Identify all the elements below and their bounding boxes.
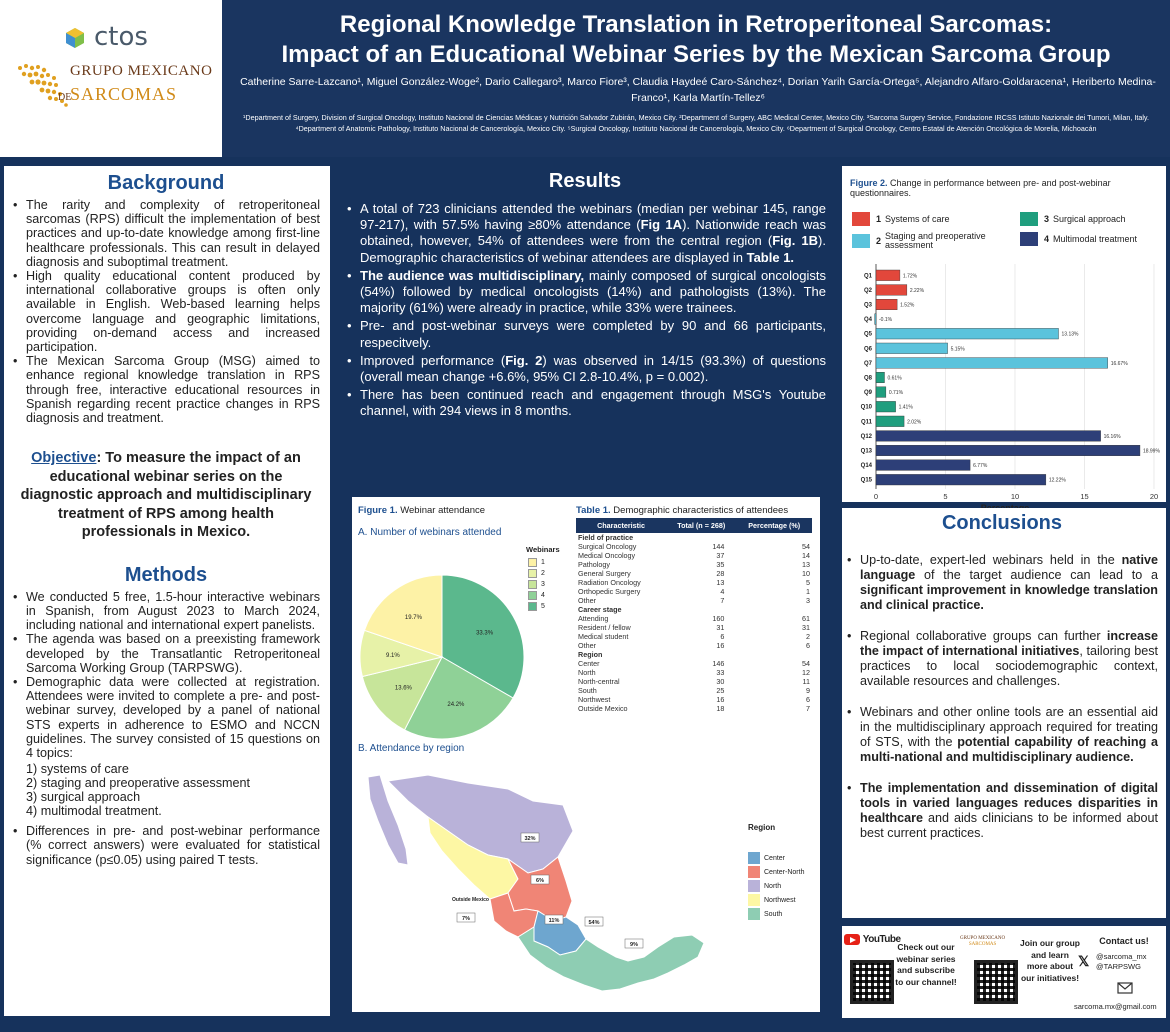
map-label: 11% <box>548 918 560 924</box>
gms-logo-de: DE <box>58 92 72 103</box>
category-label: Q11 <box>860 419 872 426</box>
table-row <box>576 659 812 668</box>
table-cell: 2 <box>806 632 810 641</box>
background-heading: Background <box>107 172 225 194</box>
table-cell: Other <box>578 596 596 605</box>
table-cell: 13 <box>802 560 810 569</box>
bar-value-label: 5.15% <box>950 346 965 353</box>
contact-title: Contact us! <box>1099 936 1149 946</box>
legend-item: 2 Staging and preoperative assessment <box>852 232 1012 250</box>
pie-label: 9.1% <box>386 652 400 659</box>
pie-label: 33.3% <box>476 630 494 637</box>
objective <box>12 449 320 542</box>
conclusions-list <box>846 553 1158 841</box>
table-cell: 11 <box>802 677 810 686</box>
table-cell: 1 <box>806 587 810 596</box>
results-section <box>336 166 834 478</box>
methods-survey-text: Demographic data were collected at registration. Attendees were invited to complete a pre- and post-webinar survey, developed by a panel of national STS experts in adherence to ESMO and NCCN guidelines. The survey consisted of 15 questions on 4 topics: <box>26 674 320 760</box>
category-label: Q5 <box>863 331 872 338</box>
bar-Q8 <box>876 372 884 383</box>
table-group-row: Field of practice <box>578 533 634 542</box>
list-item: • Pre- and post-webinar surveys were completed by 90 and 66 participants, respecitvely. <box>346 318 826 350</box>
table-row <box>576 578 812 587</box>
objective-text: : To measure the impact of an educational webinar series on the diagnostic approach and multidisciplinary treatment of RPS among health professionals in Mexico. <box>20 450 312 541</box>
bar-Q3 <box>876 299 897 310</box>
mail-icon <box>1117 982 1133 994</box>
legend-item: Center <box>748 851 804 865</box>
category-label: Q3 <box>863 302 872 309</box>
social-handles <box>1096 952 1147 972</box>
topic-item: 3) surgical approach <box>26 790 141 805</box>
table-cell: Outside Mexico <box>578 704 628 713</box>
table-cell: 14 <box>802 551 810 560</box>
youtube-qr-code-icon[interactable] <box>850 960 894 1004</box>
poster-title <box>222 10 1170 70</box>
table-header: Percentage (%) <box>736 518 812 533</box>
topic-item: 2) staging and preoperative assessment <box>26 776 251 791</box>
legend-item: 1 <box>528 557 545 568</box>
legend-item: Center-North <box>748 865 804 879</box>
legend-item: Northwest <box>748 893 804 907</box>
table-cell: Surgical Oncology <box>578 542 637 551</box>
list-item: • Webinars and other online tools are an essential aid in the multidisciplinary approach required for treating of STS, with the potential capability of reaching a multi-national and multidisciplinary audience. <box>846 705 1158 765</box>
bar-value-label: 1.41% <box>898 404 913 411</box>
bar-Q13 <box>876 445 1140 456</box>
bar-value-label: 13.13% <box>1061 331 1079 338</box>
bar-value-label: 0.61% <box>887 375 902 382</box>
topic-item: 1) systems of care <box>26 762 129 777</box>
table-cell: 146 <box>712 659 725 668</box>
tick-label: 10 <box>1010 492 1020 501</box>
conclusions-heading: Conclusions <box>941 512 1062 534</box>
table-cell: 37 <box>716 551 725 560</box>
map-label: 6% <box>536 878 544 884</box>
tick-label: 20 <box>1149 492 1159 501</box>
ctos-logo-text: ctos <box>94 22 148 52</box>
table-cell: 16 <box>716 641 725 650</box>
youtube-logo[interactable]: YouTube <box>844 934 901 945</box>
table-cell: 18 <box>716 704 725 713</box>
topic-list <box>26 762 320 818</box>
category-label: Q6 <box>863 346 872 353</box>
table-cell: 54 <box>802 659 810 668</box>
bar-value-label: 12.22% <box>1048 477 1066 484</box>
authors: Catherine Sarre-Lazcano¹, Miguel González-Woge², Dario Callegaro³, Marco Fiore³, Claudia Haydeé Caro-Sánchez⁴, Dorian Yarih García-Ortega⁵, Alejandro Alfaro-Goldaracena¹, Heriberto Medina-Franco¹, Karla Martín-Tellez⁶ <box>240 76 1156 104</box>
figure1-table1-panel <box>352 497 820 1012</box>
bar-Q6 <box>876 343 948 354</box>
map-label: 32% <box>524 836 536 842</box>
table-cell: 7 <box>720 596 725 605</box>
table-row <box>576 569 812 578</box>
affiliations: ¹Department of Surgery, Division of Surgical Oncology, Instituto Nacional de Ciencias Médicas y Nutrición Salvador Zubirán, Mexico City. ²Department of Surgery, ABC Medical Center, Mexico City. ³Sarcoma Surgery Service, Fondazione IRCSS Istituto Nazionale dei Tumori, Milan, Italy. ⁴Department of Anatomic Pathology, Instituto Nacional de Cancerología, Mexico City. ⁵Surgical Oncology, Instituto Nacional de Cancerología, Mexico City. ⁶Department of Surgical Oncology, Centro Estatal de Atención Oncológica de Morelia, Michoacán <box>243 113 1149 133</box>
bar-value-label: 18.99% <box>1142 448 1160 455</box>
map-label: 7% <box>462 916 470 922</box>
table-row <box>576 542 812 551</box>
table-cell: Pathology <box>578 560 610 569</box>
table-row <box>576 695 812 704</box>
table-row <box>576 677 812 686</box>
bar-Q4 <box>875 314 876 325</box>
list-item: • The audience was multidisciplinary, mainly composed of surgical oncologists (54%) followed by medical oncologists (14%) and pathologists (13%). The majority (61%) were already in practice, while 33% were trainees. <box>346 268 826 317</box>
x-icon: 𝕏 <box>1078 953 1090 969</box>
figure1a-title: A. Number of webinars attended <box>358 527 502 538</box>
category-label: Q12 <box>860 433 872 440</box>
bar-Q2 <box>876 285 907 296</box>
youtube-icon <box>844 934 860 945</box>
region-legend <box>748 851 804 921</box>
table-row <box>576 632 812 641</box>
table-cell: 10 <box>802 569 810 578</box>
pie-label: 24.2% <box>447 702 465 709</box>
bar-Q12 <box>876 431 1101 442</box>
table-cell: 31 <box>716 623 725 632</box>
category-label: Q10 <box>860 404 872 411</box>
table-cell: 3 <box>806 596 810 605</box>
table-cell: North-central <box>578 677 620 686</box>
legend-item: 3 Surgical approach <box>1020 212 1170 226</box>
bar-Q10 <box>876 401 896 412</box>
legend-item: 4 <box>528 590 545 601</box>
pie-legend <box>528 557 545 612</box>
tick-label: 5 <box>943 492 948 501</box>
bar-Q9 <box>876 387 886 398</box>
table-cell: 25 <box>716 686 725 695</box>
table-row <box>576 641 812 650</box>
table-cell: 160 <box>712 614 725 623</box>
bar-value-label: 0.71% <box>888 390 904 397</box>
table-cell: General Surgery <box>578 569 631 578</box>
category-label: Q2 <box>863 287 872 294</box>
results-heading: Results <box>548 170 622 192</box>
table-cell: 6 <box>806 695 810 704</box>
mexico-region-map <box>358 761 738 1009</box>
table-cell: 5 <box>806 578 810 587</box>
table-cell: Other <box>578 641 596 650</box>
list-item: • Up-to-date, expert-led webinars held in the native language of the target audience can lead to a significant improvement in knowledge translation and clinical practice. <box>846 553 1158 613</box>
table-row <box>576 623 812 632</box>
table-cell: South <box>578 686 597 695</box>
bar-value-label: 1.72% <box>902 273 918 280</box>
bar-value-label: 16.16% <box>1103 433 1121 440</box>
table1-caption: Table 1. Demographic characteristics of attendees <box>576 505 789 516</box>
table-cell: Medical Oncology <box>578 551 636 560</box>
table-cell: North <box>578 668 596 677</box>
table-cell: 61 <box>802 614 810 623</box>
legend-item: South <box>748 907 804 921</box>
table-cell: 6 <box>720 632 725 641</box>
category-label: Q14 <box>860 463 872 470</box>
figure1b-title: B. Attendance by region <box>358 743 465 754</box>
table-cell: 12 <box>802 668 810 677</box>
title-band <box>222 0 1170 157</box>
list-item: • Differences in pre- and post-webinar performance (% correct answers) were evaluated for statistical significance (p≤0.05) using paired T tests. <box>12 824 320 867</box>
topic-item: 4) multimodal treatment. <box>26 804 162 819</box>
list-item: • The rarity and complexity of retroperitoneal sarcomas (RPS) difficult the implementation of best practices and up-to-date knowledge among first-line healthcare professionals. This can result in delayed diagnosis and suboptimal treatment. <box>12 198 320 269</box>
table-group-row: Region <box>578 650 603 659</box>
table-cell: 9 <box>806 686 810 695</box>
footer-panel <box>842 926 1166 1018</box>
bar-Q15 <box>876 474 1046 485</box>
list-item: • High quality educational content produced by international collaborative groups is often only available in English. Web-based learning helps overcome language and geographic limitations, providing on-demand access and increased participation. <box>12 269 320 354</box>
tick-label: 15 <box>1080 492 1089 501</box>
category-label: Q15 <box>860 477 872 484</box>
list-item: • Regional collaborative groups can further increase the impact of international initiatives, tailoring best practices to local sociodemographic context, available resources and challenges. <box>846 629 1158 689</box>
table-cell: Resident / fellow <box>578 623 631 632</box>
category-label: Q4 <box>863 317 872 324</box>
objective-label: Objective <box>31 450 97 467</box>
bar-Q7 <box>876 358 1108 369</box>
table-row <box>576 596 812 605</box>
table-cell: 4 <box>720 587 725 596</box>
region-legend-title: Region <box>748 823 776 832</box>
title-line-1: Regional Knowledge Translation in Retroperitoneal Sarcomas: <box>339 11 1053 38</box>
table-cell: Radiation Oncology <box>578 578 641 587</box>
table-cell: 33 <box>716 668 725 677</box>
table-cell: 35 <box>716 560 725 569</box>
category-label: Q8 <box>863 375 872 382</box>
figure2-panel <box>842 166 1166 502</box>
table-row <box>576 587 812 596</box>
table-cell: Orthopedic Surgery <box>578 587 641 596</box>
table-group-row: Career stage <box>578 605 622 614</box>
table-cell: 31 <box>802 623 810 632</box>
table-row <box>576 686 812 695</box>
outside-mexico-label: Outside Mexico <box>452 897 489 903</box>
table-cell: Attending <box>578 614 609 623</box>
table-cell: Medical student <box>578 632 629 641</box>
logo-area <box>0 0 222 157</box>
legend-item: 4 Multimodal treatment <box>1020 232 1170 246</box>
bar-value-label: 1.52% <box>900 302 915 309</box>
gms-logo-line1: GRUPO MEXICANO <box>70 63 213 79</box>
list-item: • A total of 723 clinicians attended the webinars (median per webinar 145, range 97-217), with 57.5% having ≥80% attendance (Fig 1A). Nationwide reach was obtained, however, 54% of attendees were from the central region (Fig. 1B). Demographic characteristics of webinar attendees are displayed in Table 1. <box>346 201 826 266</box>
table-row <box>576 551 812 560</box>
background-list <box>12 198 320 425</box>
table-cell: 30 <box>716 677 725 686</box>
pie-label: 13.6% <box>394 685 412 692</box>
left-column <box>4 166 330 1016</box>
figure1-caption: Figure 1. Webinar attendance <box>358 505 486 516</box>
bar-Q5 <box>876 328 1059 339</box>
performance-bar-chart <box>842 262 1166 502</box>
ctos-logo-icon <box>64 27 86 49</box>
legend-item: 5 <box>528 601 545 612</box>
bar-Q1 <box>876 270 900 281</box>
methods-list <box>12 590 320 867</box>
category-label: Q7 <box>863 360 872 367</box>
list-item: • The Mexican Sarcoma Group (MSG) aimed to enhance regional knowledge translation in RPS through free, interactive educational resources in Spanish regarding recent practice changes in RPS diagnosis and treatment. <box>12 354 320 425</box>
table-cell: 144 <box>712 542 725 551</box>
table-row <box>576 704 812 713</box>
bar-value-label: 2.02% <box>907 419 922 426</box>
legend-item: North <box>748 879 804 893</box>
demographics-table <box>576 518 812 713</box>
gms-logo-line2: SARCOMAS <box>70 84 178 104</box>
bar-value-label: -0.1% <box>879 317 893 324</box>
table-cell: 54 <box>802 542 810 551</box>
handle-sarcoma[interactable]: @sarcoma_mx <box>1096 952 1147 961</box>
list-item: • The agenda was based on a preexisting framework developed by the Transatlantic Retroperitoneal Sarcoma Working Group (TARPSWG). <box>12 632 320 675</box>
table-header: Total (n = 268) <box>666 518 736 533</box>
table-cell: 28 <box>716 569 725 578</box>
table-cell: 6 <box>806 641 810 650</box>
table-cell: 16 <box>716 695 725 704</box>
pie-legend-title: Webinars <box>526 545 560 554</box>
table-header: Characteristic <box>576 518 666 533</box>
youtube-cta: Check out our webinar series and subscribe to our channel! <box>895 942 957 987</box>
list-item: • There has been continued reach and engagement through MSG's Youtube channel, with 294 views in 8 months. <box>346 387 826 419</box>
table-row <box>576 614 812 623</box>
legend-item: 2 <box>528 568 545 579</box>
results-list <box>336 193 834 420</box>
bar-Q14 <box>876 460 970 471</box>
figure2-caption: Figure 2. Change in performance between pre- and post-webinar questionnaires. <box>850 178 1111 198</box>
category-label: Q13 <box>860 448 872 455</box>
handle-tarpswg[interactable]: @TARPSWG <box>1096 962 1141 971</box>
list-item: • The implementation and dissemination of digital tools in varied languages reduces disparities in healthcare and aids clinicians to be informed about best current practices. <box>846 781 1158 841</box>
table-row <box>576 560 812 569</box>
table-cell: 7 <box>806 704 810 713</box>
table-cell: 13 <box>716 578 725 587</box>
legend-item: 3 <box>528 579 545 590</box>
bar-value-label: 6.77% <box>973 463 988 470</box>
map-label: 54% <box>588 920 600 926</box>
legend-item: 1 Systems of care <box>852 212 1002 226</box>
bar-value-label: 2.22% <box>909 287 925 294</box>
conclusions-panel <box>842 508 1166 918</box>
table-cell: Northwest <box>578 695 611 704</box>
list-item: • Improved performance (Fig. 2) was observed in 14/15 (93.3%) of questions (overall mean change +6.6%, 95% CI 2.8-10.4%, p = 0.002). <box>346 353 826 385</box>
poster-header <box>0 0 1170 157</box>
list-item: • We conducted 5 free, 1.5-hour interactive webinars in Spanish, from August 2023 to March 2024, including national and international expert panelists. <box>12 590 320 633</box>
map-label: 9% <box>630 942 638 948</box>
list-item <box>12 675 320 818</box>
tick-label: 0 <box>873 492 879 501</box>
bar-Q11 <box>876 416 904 427</box>
title-line-2: Impact of an Educational Webinar Series by the Mexican Sarcoma Group <box>281 41 1111 68</box>
group-qr-code-icon[interactable] <box>974 960 1018 1004</box>
category-label: Q9 <box>863 390 872 397</box>
pie-label: 19.7% <box>404 614 422 621</box>
group-cta: Join our group and learn more about our initiatives! <box>1020 938 1080 983</box>
gms-small-logo: GRUPO MEXICANO SARCOMAS <box>960 936 1006 947</box>
table-cell: Center <box>578 659 600 668</box>
contact-email[interactable]: sarcoma.mx@gmail.com <box>1074 1002 1157 1011</box>
category-label: Q1 <box>863 273 872 280</box>
bar-value-label: 16.67% <box>1110 360 1128 367</box>
table-row <box>576 668 812 677</box>
methods-heading: Methods <box>124 563 208 586</box>
